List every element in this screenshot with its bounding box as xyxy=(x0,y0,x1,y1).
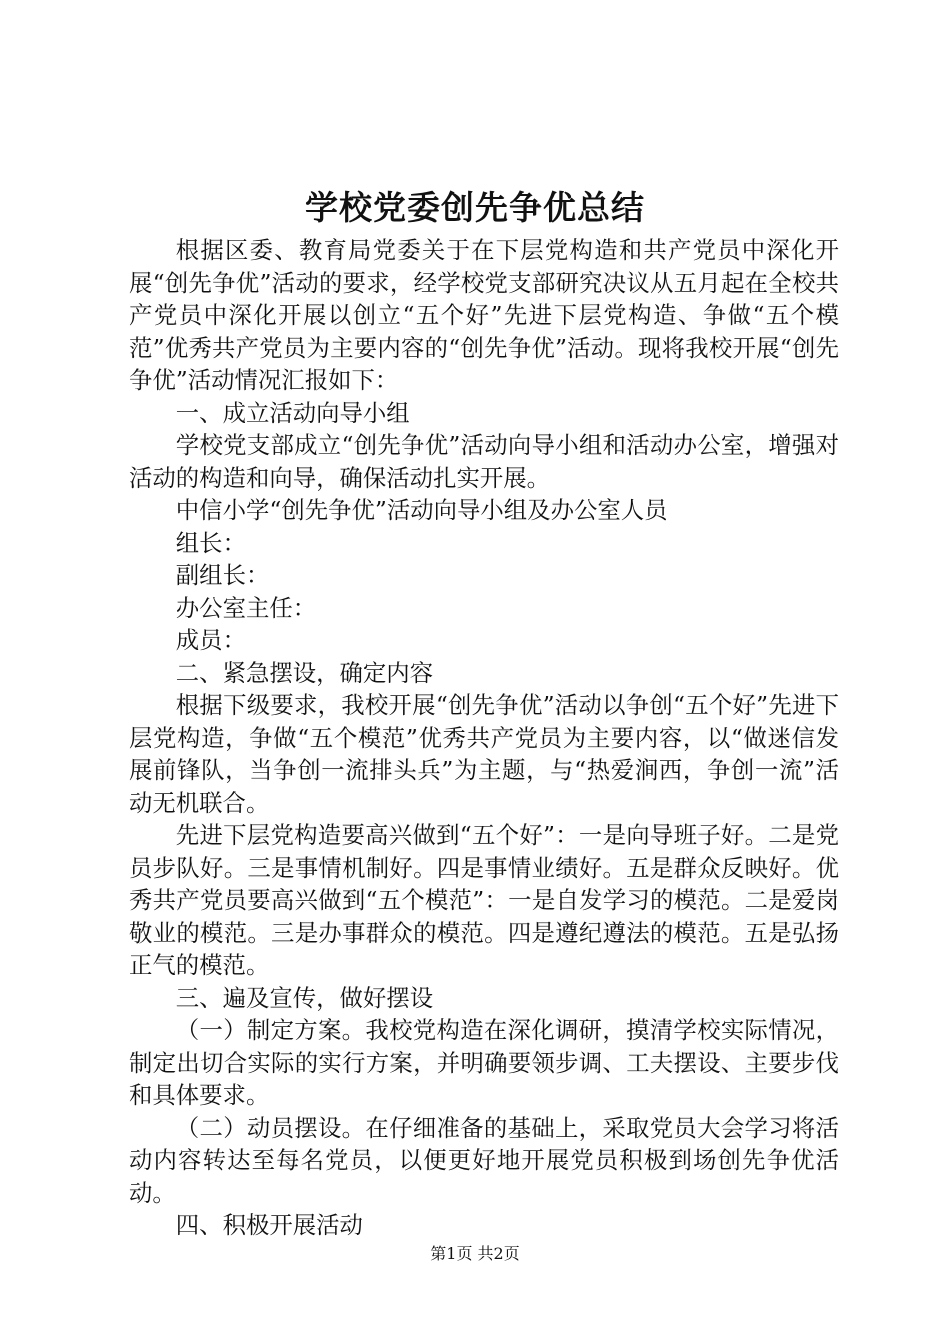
paragraph-group-leader: 组长： xyxy=(175,528,246,557)
paragraph-intro: 根据区委、教育局党委关于在下层党构造和共产党员中深化开展“创先争优”活动的要求，经学校党支部研究决议从五月起在全校共产党员中深化开展以创立“五个好”先进下层党构造、争做“五个模范”优秀共产党员为主要内容的“创先争优”活动。现将我校开展“创先争优”活动情况汇报如下： xyxy=(129,236,839,394)
document-title: 学校党委创先争优总结 xyxy=(305,188,645,227)
section-heading-1: 一、成立活动向导小组 xyxy=(175,398,410,427)
paragraph-plan: （一）制定方案。我校党构造在深化调研，摸清学校实际情况，制定出切合实际的实行方案，并明确要领步调、工夫摆设、主要步伐和具体要求。 xyxy=(129,1016,839,1109)
paragraph-office-director: 办公室主任： xyxy=(175,593,317,622)
paragraph-mobilize: （二）动员摆设。在仔细准备的基础上，采取党员大会学习将活动内容转达至每名党员，以便更好地开展党员积极到场创先争优活动。 xyxy=(129,1113,839,1207)
section-heading-4: 四、积极开展活动 xyxy=(175,1211,363,1239)
page-footer: 第1页 共2页 xyxy=(430,1244,520,1263)
paragraph-members: 成员： xyxy=(175,626,246,654)
paragraph-deputy-leader: 副组长： xyxy=(175,561,270,589)
section-heading-3: 三、遍及宣传，做好摆设 xyxy=(175,983,434,1012)
paragraph-requirements: 根据下级要求，我校开展“创先争优”活动以争创“五个好”先进下层党构造，争做“五个模范”优秀共产党员为主要内容，以“做迷信发展前锋队，当争创一流排头兵”为主题，与“热爱涧西，争创一流”活动无机联合。 xyxy=(129,691,839,817)
document-body xyxy=(129,234,839,1242)
paragraph-group-title: 中信小学“创先争优”活动向导小组及办公室人员 xyxy=(175,496,668,524)
section-heading-2: 二、紧急摆设，确定内容 xyxy=(175,658,434,687)
paragraph-five-goods: 先进下层党构造要高兴做到“五个好”：一是向导班子好。二是党员步队好。三是事情机制好。四是事情业绩好。五是群众反映好。优秀共产党员要高兴做到“五个模范”：一是自发学习的模范。二是爱岗敬业的模范。三是办事群众的模范。四是遵纪遵法的模范。五是弘扬正气的模范。 xyxy=(129,821,839,979)
paragraph-group-setup: 学校党支部成立“创先争优”活动向导小组和活动办公室，增强对活动的构造和向导，确保活动扎实开展。 xyxy=(129,431,839,492)
